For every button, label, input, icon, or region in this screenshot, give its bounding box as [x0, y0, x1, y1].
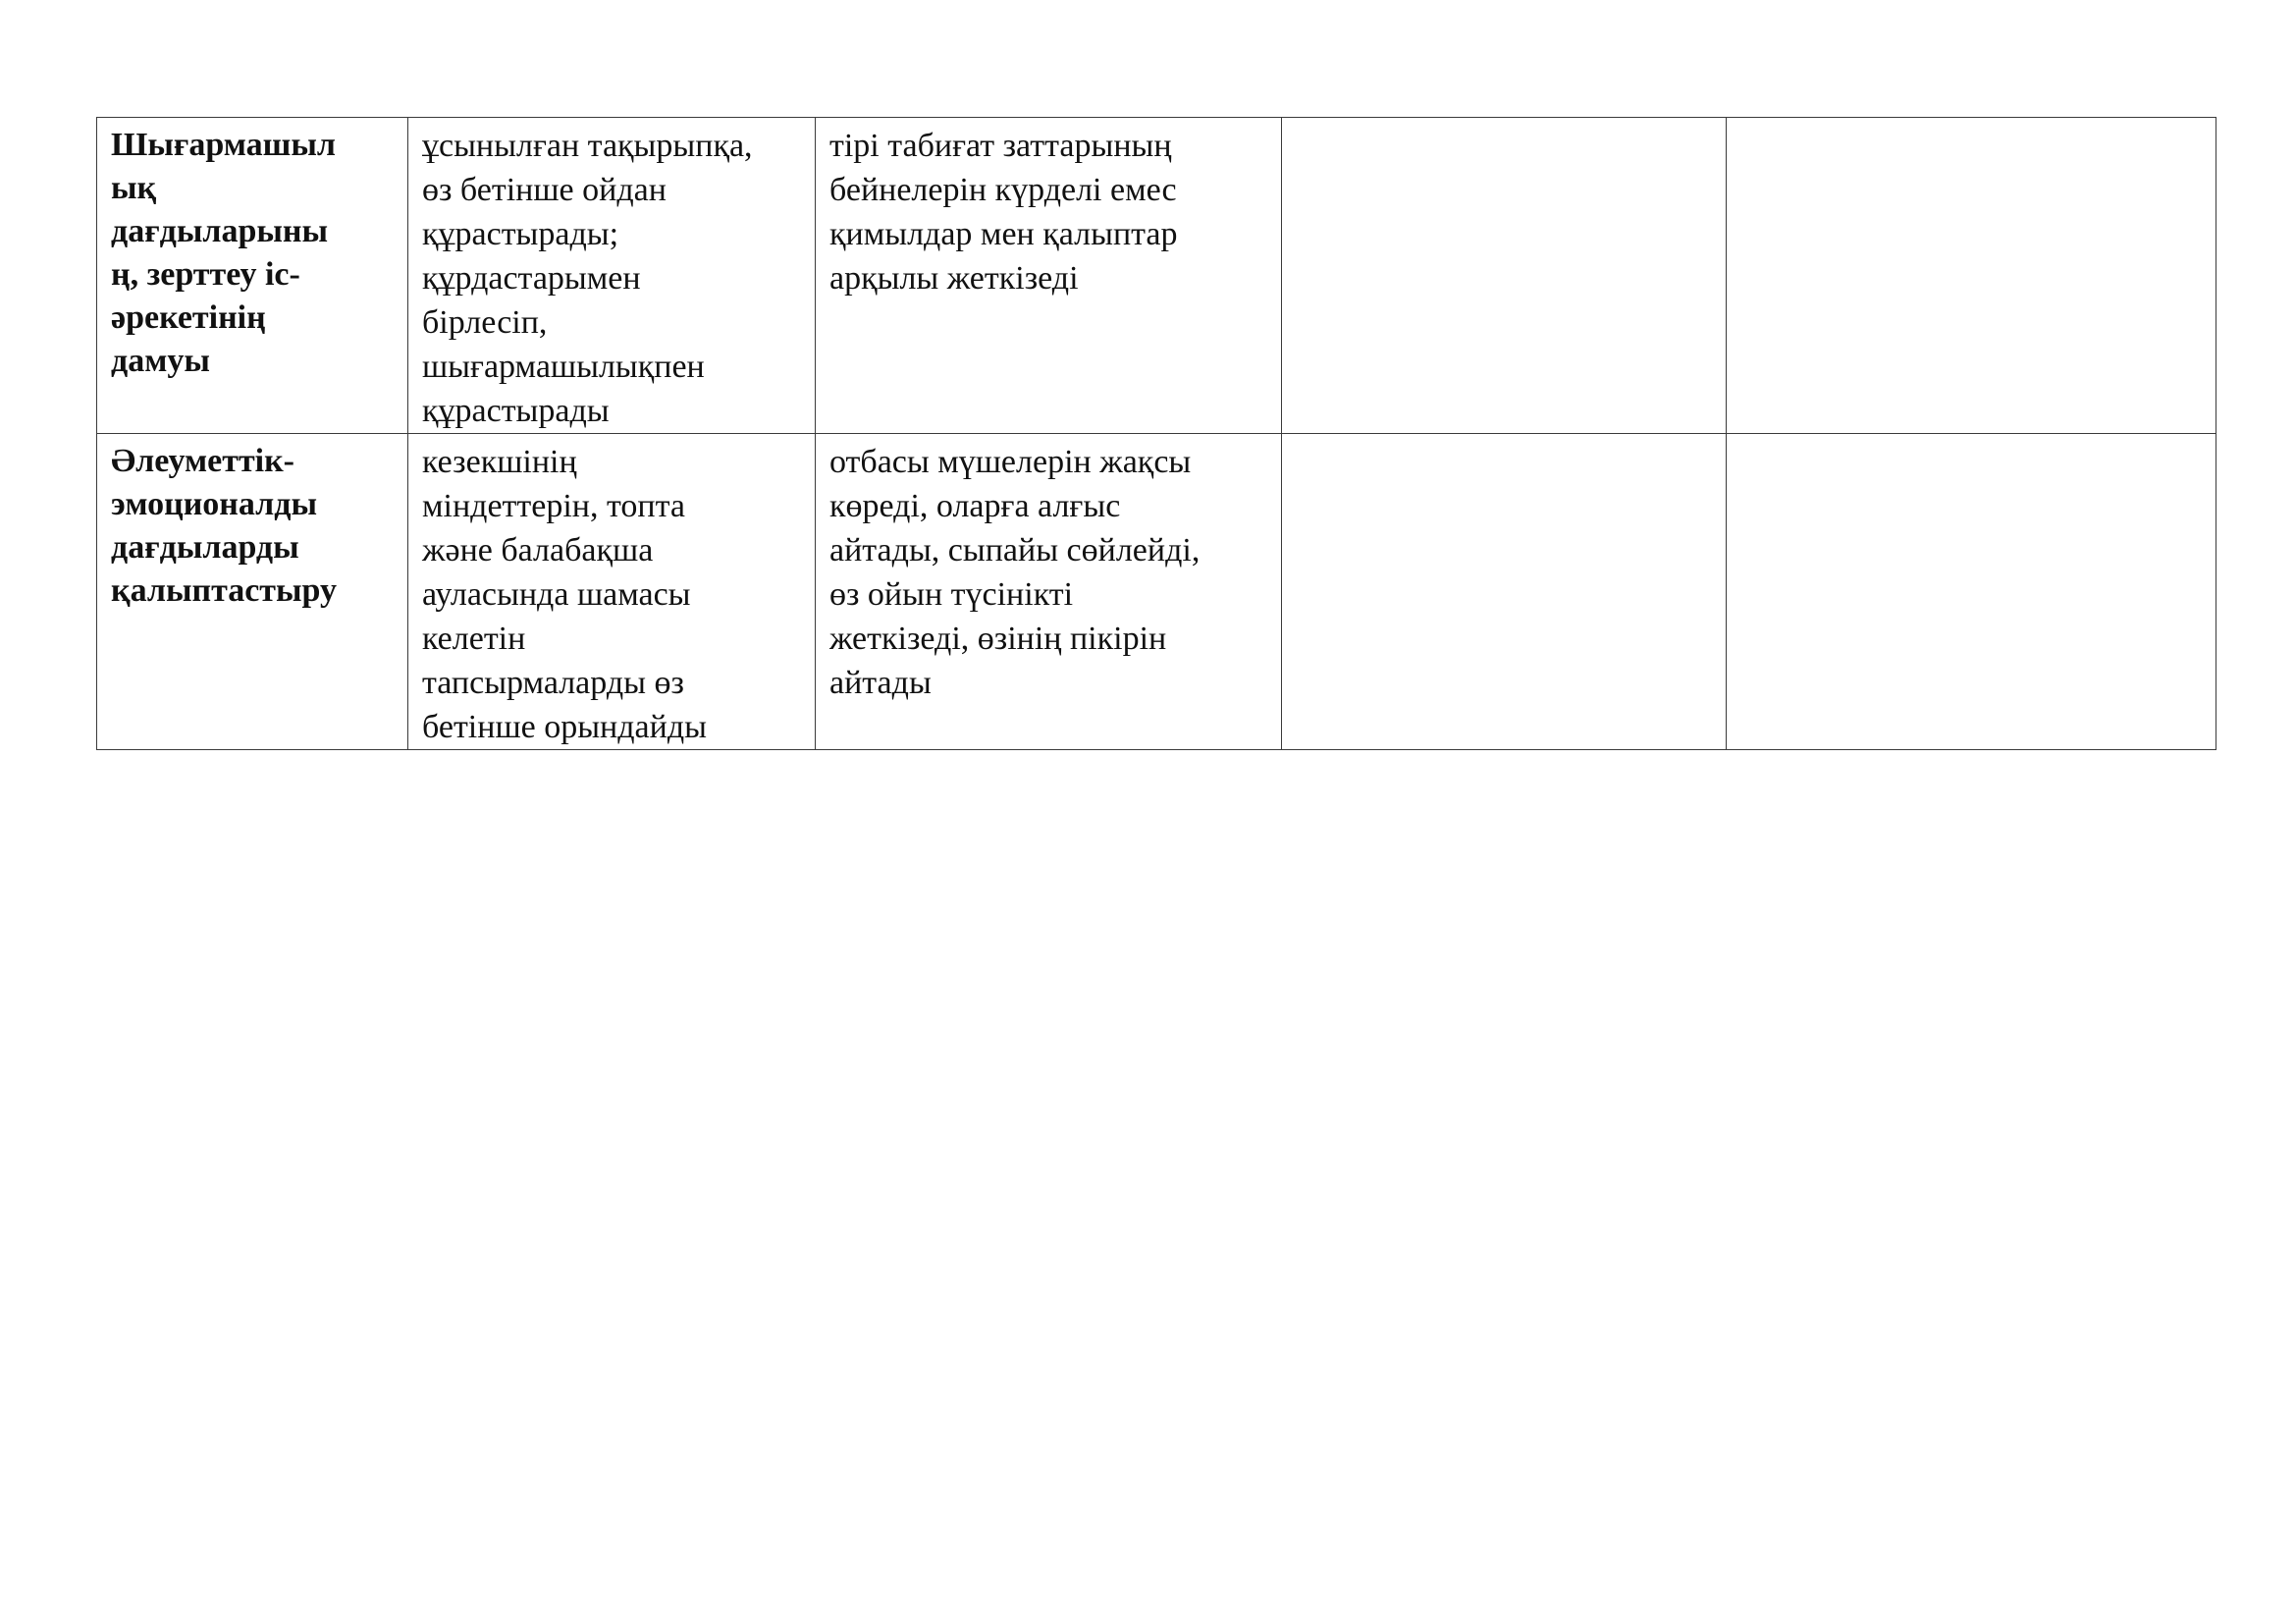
section-title: Шығармашыл ық дағдыларыны ң, зерттеу іс- әрекетінің дамуы: [111, 127, 336, 379]
table-row: [97, 118, 2216, 434]
table-cell-empty: [1727, 118, 2216, 434]
section-title-cell: [97, 118, 408, 434]
table-cell-empty: [1282, 434, 1727, 750]
table-cell: [408, 118, 816, 434]
table-cell: [816, 118, 1282, 434]
cell-text: тірі табиғат заттарының бейнелерін күрделі емес қимылдар мен қалыптар арқылы жеткізеді: [829, 128, 1178, 297]
development-table: [96, 117, 2216, 750]
cell-text: кезекшінің міндеттерін, топта және балабақша ауласында шамасы келетін тапсырмаларды өз бетінше орындайды: [422, 444, 707, 745]
table-cell: [408, 434, 816, 750]
table-cell-empty: [1282, 118, 1727, 434]
table-cell: [816, 434, 1282, 750]
section-title: Әлеуметтік- эмоционалды дағдыларды қалыптастыру: [111, 443, 338, 609]
section-title-cell: [97, 434, 408, 750]
cell-text: ұсынылған тақырыпқа, өз бетінше ойдан құрастырады; құрдастарымен бірлесіп, шығармашылықпен құрастырады: [422, 128, 753, 429]
table-row: [97, 434, 2216, 750]
table-cell-empty: [1727, 434, 2216, 750]
cell-text: отбасы мүшелерін жақсы көреді, оларға алғыс айтады, сыпайы сөйлейді, өз ойын түсінікті жеткізеді, өзінің пікірін айтады: [829, 444, 1201, 701]
